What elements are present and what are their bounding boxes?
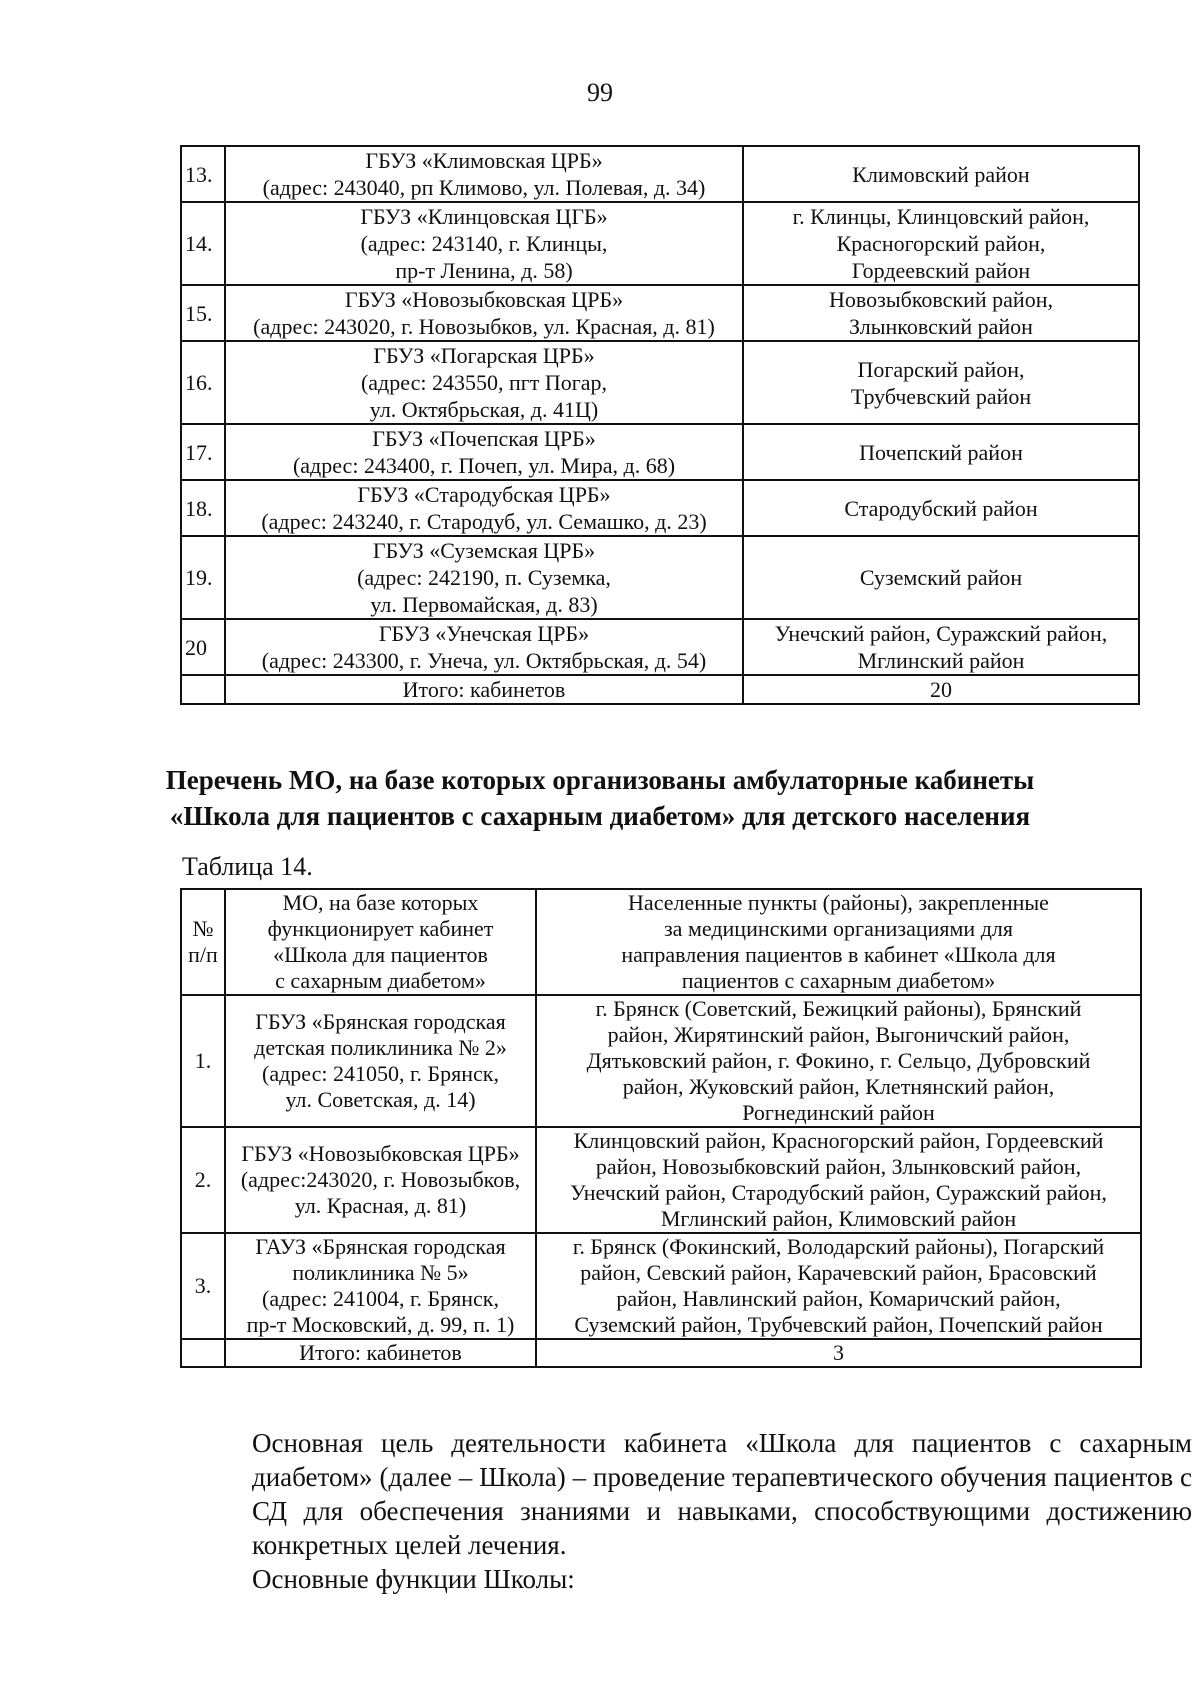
- organization-cell-line: (адрес: 243140, г. Клинцы,: [360, 231, 608, 256]
- table-row: [181, 1233, 1141, 1339]
- header-districts: [536, 889, 1141, 995]
- row-number: 16.: [181, 341, 225, 424]
- organization-cell: [225, 536, 743, 619]
- districts-cell-line: Почепский район: [859, 439, 1023, 465]
- row-number: 15.: [181, 285, 225, 341]
- districts-cell: [743, 619, 1139, 675]
- districts-cell-line: Суземский район: [859, 565, 1023, 590]
- header-organization-line: МО, на базе которых: [282, 890, 479, 915]
- organization-cell-line: (адрес: 243040, рп Климово, ул. Полевая, д. 34): [262, 175, 706, 200]
- total-label: Итого: кабинетов: [225, 675, 743, 704]
- districts-cell: [743, 341, 1139, 424]
- row-number: 13.: [181, 146, 225, 202]
- header-number-line: №: [192, 916, 214, 941]
- organization-cell-line: ГБУЗ «Новозыбковская ЦРБ»: [344, 287, 624, 312]
- paragraph-functions: Основные функции Школы:: [252, 1564, 575, 1594]
- districts-cell-line: Мглинский район, Климовский район: [660, 1206, 1017, 1231]
- row-number: 14.: [181, 202, 225, 285]
- paragraph-main-goal: Основная цель деятельности кабинета «Школа для пациентов с сахарным диабетом» (далее – Школа) – проведение терапевтического обучения пациентов с СД для обеспечения знаниями и навыками, способствующими достижению конкретных целей лечения.: [252, 1428, 1192, 1560]
- organization-cell-line: ГБУЗ «Почепская ЦРБ»: [372, 426, 596, 451]
- organization-cell-line: ГБУЗ «Брянская городская: [255, 1009, 506, 1034]
- table-row: [181, 341, 1139, 424]
- table-row: [181, 1127, 1141, 1233]
- organization-cell: [225, 995, 536, 1127]
- organization-cell-line: ул. Советская, д. 14): [285, 1087, 476, 1112]
- districts-cell: [743, 536, 1139, 619]
- organization-cell-line: (адрес: 243400, г. Почеп, ул. Мира, д. 68): [292, 453, 676, 478]
- header-number: [181, 889, 225, 995]
- header-districts-line: Населенные пункты (районы), закрепленные: [628, 890, 1049, 915]
- organization-cell-line: ул. Октябрьская, д. 41Ц): [369, 397, 599, 422]
- districts-cell: [536, 1127, 1141, 1233]
- heading-line-1: Перечень МО, на базе которых организованы амбулаторные кабинеты: [165, 765, 1035, 795]
- districts-cell-line: район, Новозыбковский район, Злынковский район,: [595, 1154, 1082, 1179]
- organization-cell-line: поликлиника № 5»: [292, 1260, 469, 1285]
- districts-cell: [536, 995, 1141, 1127]
- table-row: [181, 995, 1141, 1127]
- districts-cell: [743, 480, 1139, 536]
- districts-cell-line: Злынковский район: [849, 314, 1033, 339]
- organization-cell-line: (адрес: 242190, п. Суземка,: [357, 565, 611, 590]
- districts-cell-line: г. Брянск (Фокинский, Володарский районы), Погарский: [572, 1234, 1105, 1259]
- organization-cell-line: (адрес: 241050, г. Брянск,: [262, 1061, 499, 1086]
- districts-cell-line: Гордеевский район: [851, 258, 1031, 283]
- organization-cell-line: ГБУЗ «Клинцовская ЦГБ»: [360, 204, 608, 229]
- empty-cell: [181, 1339, 225, 1367]
- organization-cell-line: ГАУЗ «Брянская городская: [255, 1234, 506, 1259]
- organization-cell-line: детская поликлиника № 2»: [254, 1035, 507, 1060]
- table-row: [181, 146, 1139, 202]
- districts-cell-line: Дятьковский район, г. Фокино, г. Сельцо, Дубровский: [586, 1048, 1091, 1073]
- organization-cell: [225, 424, 743, 480]
- header-organization: [225, 889, 536, 995]
- heading-line-2: «Школа для пациентов с сахарным диабетом» для детского населения: [169, 801, 1031, 831]
- table-13-continued: [180, 145, 1140, 705]
- total-value: 3: [536, 1339, 1141, 1367]
- districts-cell-line: Рогнединский район: [742, 1100, 935, 1125]
- organization-cell-line: (адрес: 243020, г. Новозыбков, ул. Красная, д. 81): [253, 314, 715, 339]
- header-row: [181, 889, 1141, 995]
- districts-cell-line: район, Жирятинский район, Выгоничский район,: [607, 1022, 1070, 1047]
- districts-cell: [743, 146, 1139, 202]
- organization-cell-line: (адрес:243020, г. Новозыбков,: [240, 1167, 521, 1192]
- organization-cell-line: (адрес: 243550, пгт Погар,: [360, 370, 608, 395]
- districts-cell-line: Красногорский район,: [836, 231, 1046, 256]
- districts-cell-line: Погарский район,: [857, 356, 1025, 382]
- organization-cell: [225, 1127, 536, 1233]
- table-14: [180, 888, 1142, 1368]
- districts-cell: [743, 424, 1139, 480]
- districts-cell-line: г. Брянск (Советский, Бежицкий районы), Брянский: [595, 996, 1082, 1021]
- total-row: [181, 675, 1139, 704]
- districts-cell-line: Трубчевский район: [850, 383, 1032, 409]
- organization-cell: [225, 619, 743, 675]
- header-organization-line: функционирует кабинет: [267, 916, 494, 941]
- header-districts-line: пациентов с сахарным диабетом»: [681, 968, 996, 993]
- districts-cell-line: район, Севский район, Карачевский район, Брасовский: [580, 1260, 1097, 1285]
- organization-cell-line: ул. Красная, д. 81): [294, 1193, 467, 1218]
- table-row: [181, 202, 1139, 285]
- table-row: [181, 619, 1139, 675]
- districts-cell-line: Стародубский район: [844, 495, 1038, 521]
- row-number: 19.: [181, 536, 225, 619]
- header-organization-line: с сахарным диабетом»: [275, 968, 486, 993]
- row-number: 2.: [181, 1127, 225, 1233]
- organization-cell-line: ГБУЗ «Климовская ЦРБ»: [365, 148, 603, 173]
- row-number: 1.: [181, 995, 225, 1127]
- districts-cell-line: Клинцовский район, Красногорский район, Гордеевский: [573, 1128, 1104, 1153]
- organization-cell-line: (адрес: 243300, г. Унеча, ул. Октябрьская, д. 54): [261, 648, 707, 673]
- districts-cell: [536, 1233, 1141, 1339]
- table-row: [181, 480, 1139, 536]
- organization-cell: [225, 202, 743, 285]
- organization-cell: [225, 1233, 536, 1339]
- districts-cell: [743, 202, 1139, 285]
- table-row: [181, 424, 1139, 480]
- districts-cell-line: г. Клинцы, Клинцовский район,: [792, 204, 1090, 229]
- table-row: [181, 285, 1139, 341]
- organization-cell-line: (адрес: 241004, г. Брянск,: [262, 1286, 499, 1311]
- table-row: [181, 536, 1139, 619]
- organization-cell-line: ГБУЗ «Стародубская ЦРБ»: [357, 482, 611, 507]
- organization-cell-line: ГБУЗ «Погарская ЦРБ»: [373, 343, 595, 368]
- districts-cell-line: район, Жуковский район, Клетнянский район,: [622, 1074, 1055, 1099]
- table-caption: Таблица 14.: [182, 852, 313, 881]
- organization-cell-line: пр-т Ленина, д. 58): [395, 258, 573, 283]
- organization-cell: [225, 146, 743, 202]
- organization-cell-line: пр-т Московский, д. 99, п. 1): [246, 1312, 515, 1337]
- row-number: 3.: [181, 1233, 225, 1339]
- header-number-line: п/п: [188, 942, 218, 967]
- page-number: 99: [587, 78, 613, 107]
- districts-cell-line: район, Навлинский район, Комаричский район,: [616, 1286, 1061, 1311]
- header-districts-line: за медицинскими организациями для: [663, 916, 1013, 941]
- organization-cell: [225, 285, 743, 341]
- organization-cell-line: ГБУЗ «Суземская ЦРБ»: [372, 538, 596, 563]
- total-value: 20: [743, 675, 1139, 704]
- row-number: 18.: [181, 480, 225, 536]
- organization-cell-line: ГБУЗ «Новозыбковская ЦРБ»: [241, 1141, 520, 1166]
- total-label: Итого: кабинетов: [225, 1339, 536, 1367]
- header-districts-line: направления пациентов в кабинет «Школа для: [621, 942, 1056, 967]
- header-organization-line: «Школа для пациентов: [273, 942, 488, 967]
- districts-cell-line: Унечский район, Стародубский район, Суражский район,: [570, 1180, 1107, 1205]
- section-heading: [0, 762, 1200, 834]
- organization-cell-line: ул. Первомайская, д. 83): [370, 592, 598, 617]
- row-number: 20: [181, 619, 225, 675]
- organization-cell: [225, 341, 743, 424]
- organization-cell-line: ГБУЗ «Унечская ЦРБ»: [378, 621, 590, 646]
- districts-cell-line: Мглинский район: [857, 648, 1025, 673]
- districts-cell: [743, 285, 1139, 341]
- empty-cell: [181, 675, 225, 704]
- organization-cell-line: (адрес: 243240, г. Стародуб, ул. Семашко, д. 23): [261, 509, 707, 534]
- districts-cell-line: Унечский район, Суражский район,: [774, 621, 1108, 646]
- districts-cell-line: Климовский район: [852, 161, 1030, 187]
- total-row: [181, 1339, 1141, 1367]
- districts-cell-line: Новозыбковский район,: [829, 287, 1053, 312]
- row-number: 17.: [181, 424, 225, 480]
- districts-cell-line: Суземский район, Трубчевский район, Почепский район: [574, 1312, 1103, 1337]
- organization-cell: [225, 480, 743, 536]
